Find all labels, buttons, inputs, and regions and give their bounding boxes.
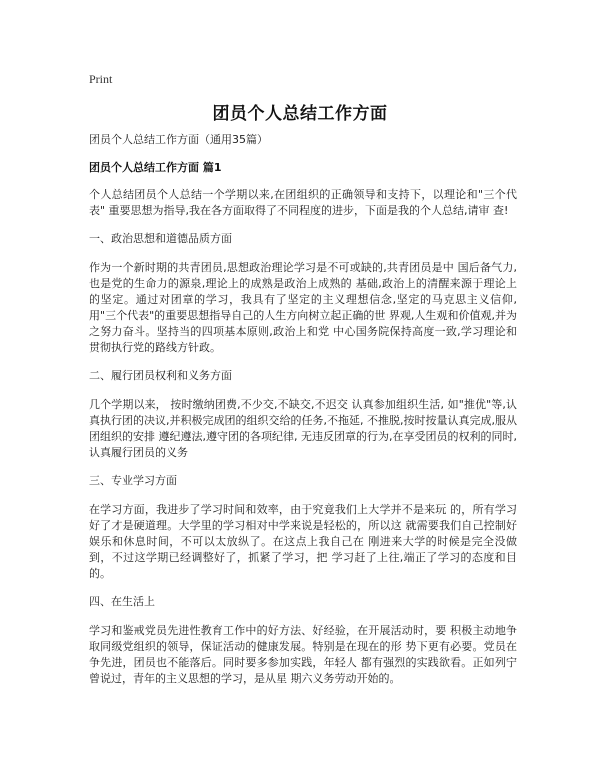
section-body-politics: 作为一个新时期的共青团员,思想政治理论学习是不可或缺的,共青团员是中 国后备气力,也是党的生命力的源泉,理论上的成熟是政治上成熟的 基础,政治上的清醒来源于理论上的坚定。通过对团章的学习，我具有了坚定的主义理想信念,坚定的马克思主义信仰,用"三个代表"的重要思想指导自己的人生方向树立起正确的世 界观,人生观和价值观,并为之努力奋斗。坚持当的四项基本原则,政治上和党 中心国务院保持高度一致,学习理论和贯彻执行党的路线方针政。 xyxy=(89,261,517,354)
document-body xyxy=(89,132,517,699)
article-heading: 团员个人总结工作方面 篇1 xyxy=(89,161,222,174)
section-heading-study: 三、专业学习方面 xyxy=(89,474,177,487)
section-heading-life: 四、在生活上 xyxy=(89,595,155,608)
print-label[interactable]: Print xyxy=(89,72,113,86)
section-heading-duties: 二、履行团员权利和义务方面 xyxy=(89,369,232,382)
section-body-life: 学习和鉴戒党员先进性教育工作中的好方法、好经验，在开展活动时，要 积极主动地争取同级党组织的领导，保证活动的健康发展。特别是在现在的形 势下更有必要。党员在争先进，团员也不能落后。同时要多参加实践，年轻人 都有强烈的实践欲看。正如列宁曾说过，青年的主义思想的学习，是从星 期六义务劳动开始的。 xyxy=(89,624,517,685)
section-heading-politics: 一、政治思想和道德品质方面 xyxy=(89,232,232,245)
page-title: 团员个人总结工作方面 xyxy=(212,104,388,124)
section-body-study: 在学习方面，我进步了学习时间和效率，由于究竟我们上大学并不是来玩 的，所有学习好了才是硬道理。大学里的学习相对中学来说是轻松的，所以这 就需要我们自己控制好娱乐和休息时间，不可以太放纵了。在这点上我自己在 刚进来大学的时候是完全没做到，不过这学期已经调整好了，抓紧了学习，把 学习赶了上往,端正了学习的态度和目的。 xyxy=(89,503,517,580)
document-subtitle: 团员个人总结工作方面（通用35篇） xyxy=(89,133,268,146)
intro-paragraph: 个人总结团员个人总结一个学期以来,在团组织的正确领导和支持下，以理论和"三个代表" 重要思想为指导,我在各方面取得了不同程度的进步，下面是我的个人总结,请审 查! xyxy=(89,188,517,217)
section-body-duties: 几个学期以来， 按时缴纳团费,不少交,不缺交,不迟交 认真参加组织生活, 如"推优"等,认真执行团的决议,并积极完成团的组织交给的任务,不拖延, 不推脱,按时按量认真完成,服从团组织的安排 遵纪遵法,遵守团的各项纪律, 无违反团章的行为,在享受团员的权利的同时,认真履行团员的义务 xyxy=(89,398,517,459)
